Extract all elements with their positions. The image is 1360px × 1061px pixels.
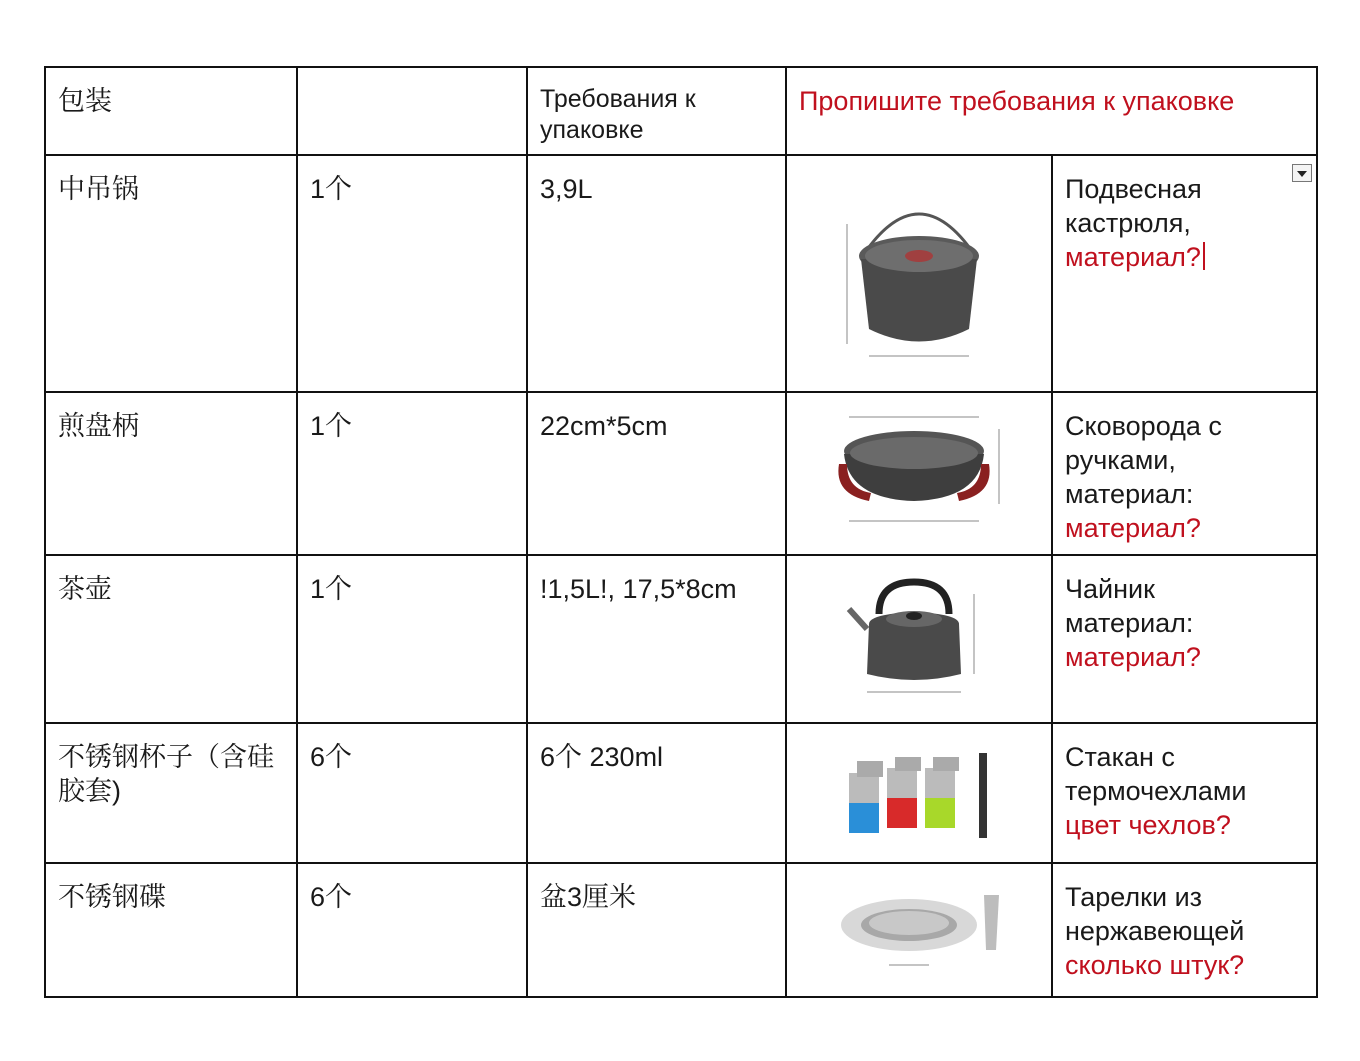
table-row bbox=[45, 555, 1317, 723]
item-quantity: 1个 bbox=[297, 155, 527, 392]
item-image-cell bbox=[786, 155, 1052, 392]
item-name: 不锈钢杯子（含硅胶套) bbox=[45, 723, 297, 863]
item-quantity: 1个 bbox=[297, 555, 527, 723]
header-requirements: Требования к упаковке bbox=[527, 67, 786, 155]
item-description: Тарелки из нержавеющей сколько штук? bbox=[1052, 863, 1317, 997]
item-description: Чайник материал: материал? bbox=[1052, 555, 1317, 723]
item-quantity: 6个 bbox=[297, 723, 527, 863]
item-image-cell bbox=[786, 392, 1052, 555]
item-name: 煎盘柄 bbox=[45, 392, 297, 555]
item-quantity: 6个 bbox=[297, 863, 527, 997]
dropdown-arrow-icon[interactable] bbox=[1292, 164, 1312, 182]
item-name: 茶壶 bbox=[45, 555, 297, 723]
header-instruction: Пропишите требования к упаковке bbox=[786, 67, 1317, 155]
item-image-cell bbox=[786, 863, 1052, 997]
item-spec: 22cm*5cm bbox=[527, 392, 786, 555]
item-spec: !1,5L!, 17,5*8cm bbox=[527, 555, 786, 723]
table-row bbox=[45, 155, 1317, 392]
item-quantity: 1个 bbox=[297, 392, 527, 555]
hanging-pot-image bbox=[839, 184, 999, 364]
item-description: Сковорода с ручками, материал: материал? bbox=[1052, 392, 1317, 555]
table-row bbox=[45, 392, 1317, 555]
item-name: 不锈钢碟 bbox=[45, 863, 297, 997]
header-packaging: 包装 bbox=[45, 67, 297, 155]
item-spec: 盆3厘米 bbox=[527, 863, 786, 997]
header-empty bbox=[297, 67, 527, 155]
table-row bbox=[45, 863, 1317, 997]
table-row bbox=[45, 723, 1317, 863]
item-description: Стакан с термочехлами цвет чехлов? bbox=[1052, 723, 1317, 863]
item-spec: 6个 230ml bbox=[527, 723, 786, 863]
plate-image bbox=[834, 885, 1004, 975]
item-image-cell bbox=[786, 723, 1052, 863]
packaging-table bbox=[44, 66, 1318, 998]
item-name: 中吊锅 bbox=[45, 155, 297, 392]
text-cursor bbox=[1203, 242, 1205, 270]
item-description: Подвесная кастрюля, материал? bbox=[1052, 155, 1317, 392]
kettle-image bbox=[839, 574, 999, 704]
header-row bbox=[45, 67, 1317, 155]
item-image-cell bbox=[786, 555, 1052, 723]
frying-pan-image bbox=[829, 409, 1009, 539]
cups-image bbox=[839, 743, 999, 843]
item-spec: 3,9L bbox=[527, 155, 786, 392]
